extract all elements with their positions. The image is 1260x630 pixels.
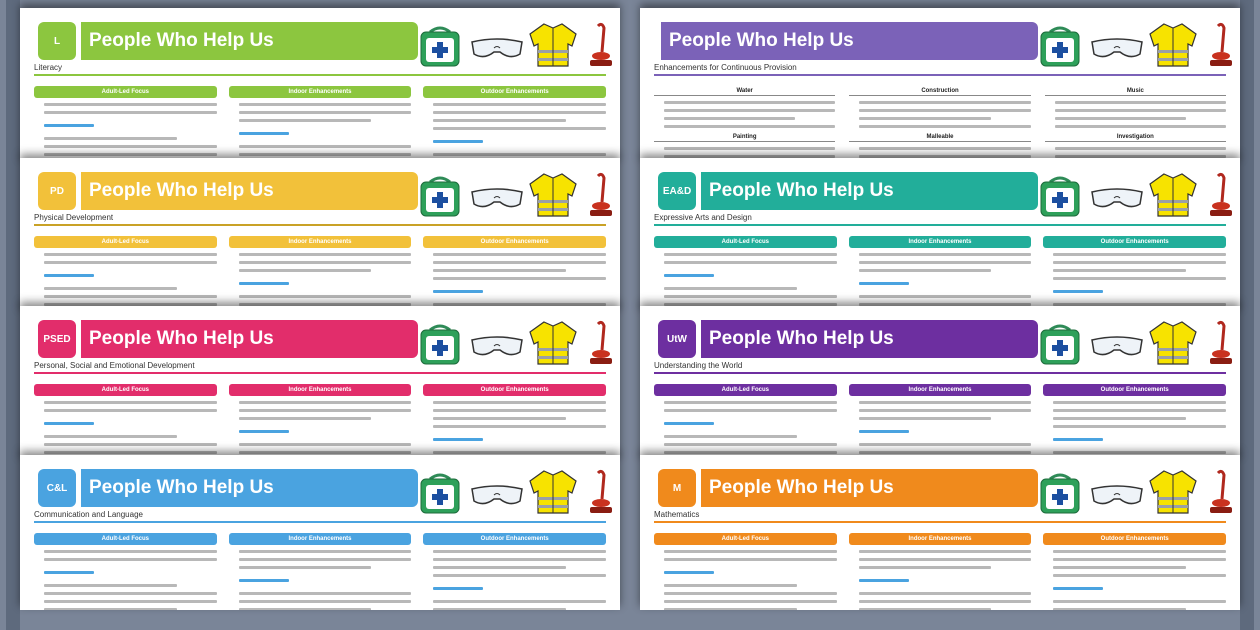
column-header: Outdoor Enhancements [423, 533, 606, 545]
text-line [433, 451, 606, 454]
text-line [859, 147, 1030, 150]
text-line [1053, 566, 1186, 569]
sheet-title: People Who Help Us [78, 172, 418, 210]
text-line [664, 109, 835, 112]
text-line [664, 147, 835, 150]
text-line [239, 153, 412, 156]
planning-sheet [640, 455, 1240, 610]
text-line [859, 401, 1032, 404]
text-line [1053, 574, 1226, 577]
enhancement-columns [34, 86, 606, 163]
column-header: Outdoor Enhancements [1043, 533, 1226, 545]
provision-area [849, 88, 1030, 128]
column-header: Adult-Led Focus [34, 86, 217, 98]
first-aid-kit-icon [1038, 24, 1082, 68]
siren-lamp-icon [1206, 172, 1236, 218]
text-line [1053, 253, 1226, 256]
text-line [859, 608, 992, 610]
sheet-title: People Who Help Us [698, 172, 1038, 210]
text-line [239, 443, 412, 446]
text-line [433, 253, 606, 256]
text-line [239, 111, 412, 114]
column-header: Adult-Led Focus [34, 533, 217, 545]
siren-lamp-icon [586, 172, 616, 218]
sheet-subtitle: Literacy [34, 63, 63, 72]
text-line [239, 103, 412, 106]
siren-lamp-icon [586, 469, 616, 515]
text-line [1053, 425, 1226, 428]
text-line [433, 417, 566, 420]
text-line [44, 451, 217, 454]
text-line [44, 443, 217, 446]
resource-link[interactable] [433, 290, 483, 293]
hi-vis-jacket-icon [528, 469, 578, 515]
column-1 [229, 236, 412, 313]
sheet-rule [654, 224, 1226, 226]
resource-link[interactable] [859, 430, 909, 433]
text-line [44, 608, 177, 610]
safety-goggles-icon [1090, 186, 1144, 212]
text-line [664, 550, 837, 553]
text-line [44, 409, 217, 412]
header-icons [1038, 168, 1238, 218]
column-1 [229, 86, 412, 163]
resource-link[interactable] [239, 579, 289, 582]
siren-lamp-icon [1206, 469, 1236, 515]
column-header: Indoor Enhancements [849, 533, 1032, 545]
text-line [664, 435, 797, 438]
text-line [1053, 269, 1186, 272]
text-line [433, 550, 606, 553]
text-line [239, 550, 412, 553]
text-line [1053, 417, 1186, 420]
text-line [1053, 401, 1226, 404]
hi-vis-jacket-icon [1148, 320, 1198, 366]
text-line [1055, 117, 1186, 120]
column-0 [34, 86, 217, 163]
text-line [44, 592, 217, 595]
column-header: Outdoor Enhancements [423, 86, 606, 98]
resource-link[interactable] [433, 438, 483, 441]
text-line [664, 608, 797, 610]
first-aid-kit-icon [418, 24, 462, 68]
text-line [1053, 261, 1226, 264]
text-line [433, 566, 566, 569]
resource-link[interactable] [664, 274, 714, 277]
column-header: Adult-Led Focus [654, 236, 837, 248]
subject-badge: C&L [38, 469, 76, 507]
text-line [664, 600, 837, 603]
header-icons [418, 465, 618, 515]
text-line [433, 401, 606, 404]
text-line [433, 119, 566, 122]
text-line [44, 401, 217, 404]
planning-sheet [640, 158, 1240, 313]
resource-link[interactable] [664, 571, 714, 574]
text-line [859, 295, 1032, 298]
text-line [859, 109, 1030, 112]
enhancement-columns [34, 384, 606, 461]
provision-header: Music [1045, 88, 1226, 96]
sheet-title: People Who Help Us [78, 469, 418, 507]
header-icons [1038, 18, 1238, 68]
header-icons [418, 316, 618, 366]
resource-link[interactable] [1053, 438, 1103, 441]
text-line [239, 401, 412, 404]
text-line [44, 558, 217, 561]
column-0 [654, 236, 837, 313]
text-line [239, 451, 412, 454]
column-header: Indoor Enhancements [229, 384, 412, 396]
resource-link[interactable] [664, 422, 714, 425]
provision-header: Water [654, 88, 835, 96]
text-line [433, 608, 566, 610]
sheet-subtitle: Understanding the World [654, 361, 743, 370]
sheet-title: People Who Help Us [698, 469, 1038, 507]
text-line [1053, 277, 1226, 280]
text-line [433, 127, 606, 130]
text-line [859, 417, 992, 420]
text-line [1053, 451, 1226, 454]
text-line [664, 558, 837, 561]
left-sheet-stack [20, 0, 620, 630]
column-1 [849, 533, 1032, 610]
subject-badge: M [658, 469, 696, 507]
text-line [44, 550, 217, 553]
text-line [433, 269, 566, 272]
column-0 [34, 533, 217, 610]
safety-goggles-icon [470, 483, 524, 509]
resource-link[interactable] [433, 587, 483, 590]
column-header: Outdoor Enhancements [423, 384, 606, 396]
enhancement-columns [34, 236, 606, 313]
text-line [433, 261, 606, 264]
text-line [859, 253, 1032, 256]
subject-badge: EA&D [658, 172, 696, 210]
text-line [239, 592, 412, 595]
provision-header: Painting [654, 134, 835, 142]
hi-vis-jacket-icon [1148, 172, 1198, 218]
sheet-title: People Who Help Us [78, 320, 418, 358]
siren-lamp-icon [586, 320, 616, 366]
sheet-subtitle: Mathematics [654, 510, 700, 519]
text-line [859, 261, 1032, 264]
first-aid-kit-icon [1038, 174, 1082, 218]
text-line [859, 451, 1032, 454]
column-header: Indoor Enhancements [849, 236, 1032, 248]
column-header: Adult-Led Focus [34, 384, 217, 396]
text-line [239, 145, 412, 148]
planning-sheet [20, 8, 620, 163]
subject-badge: UtW [658, 320, 696, 358]
text-line [859, 558, 1032, 561]
safety-goggles-icon [470, 334, 524, 360]
sheet-subtitle: Physical Development [34, 213, 114, 222]
text-line [239, 261, 412, 264]
text-line [433, 558, 606, 561]
hi-vis-jacket-icon [528, 320, 578, 366]
provision-header: Construction [849, 88, 1030, 96]
provision-header: Malleable [849, 134, 1030, 142]
text-line [44, 103, 217, 106]
text-line [239, 119, 372, 122]
text-line [44, 295, 217, 298]
planning-sheet [20, 306, 620, 461]
text-line [859, 125, 1030, 128]
column-0 [654, 533, 837, 610]
text-line [1053, 558, 1226, 561]
sheet-rule [654, 74, 1226, 76]
header-icons [1038, 465, 1238, 515]
planning-sheet [640, 8, 1240, 163]
resource-link[interactable] [44, 422, 94, 425]
text-line [239, 600, 412, 603]
sheet-rule [34, 224, 606, 226]
provision-area [654, 88, 835, 128]
text-line [433, 153, 606, 156]
text-line [664, 261, 837, 264]
text-line [664, 401, 837, 404]
text-line [44, 584, 177, 587]
text-line [44, 261, 217, 264]
column-2 [423, 384, 606, 461]
text-line [859, 600, 1032, 603]
text-line [859, 443, 1032, 446]
text-line [433, 600, 606, 603]
text-line [44, 253, 217, 256]
enhancement-columns [654, 236, 1226, 313]
column-header: Outdoor Enhancements [1043, 384, 1226, 396]
first-aid-kit-icon [1038, 471, 1082, 515]
header-icons [1038, 316, 1238, 366]
safety-goggles-icon [470, 186, 524, 212]
text-line [1053, 608, 1186, 610]
text-line [859, 409, 1032, 412]
text-line [239, 608, 372, 610]
text-line [859, 269, 992, 272]
text-line [664, 101, 835, 104]
sheet-rule [654, 521, 1226, 523]
resource-link[interactable] [239, 132, 289, 135]
column-2 [1043, 533, 1226, 610]
text-line [664, 125, 835, 128]
siren-lamp-icon [1206, 22, 1236, 68]
right-sheet-stack [640, 0, 1240, 630]
provision-area [1045, 88, 1226, 128]
text-line [239, 417, 372, 420]
sheet-title: People Who Help Us [78, 22, 418, 60]
text-line [664, 253, 837, 256]
text-line [239, 269, 372, 272]
resource-link[interactable] [239, 430, 289, 433]
column-1 [849, 384, 1032, 461]
column-header: Outdoor Enhancements [1043, 236, 1226, 248]
provision-header: Investigation [1045, 134, 1226, 142]
column-2 [423, 533, 606, 610]
header-icons [418, 18, 618, 68]
sheet-subtitle: Personal, Social and Emotional Development [34, 361, 195, 370]
text-line [433, 425, 606, 428]
text-line [44, 153, 217, 156]
subject-badge: L [38, 22, 76, 60]
text-line [664, 409, 837, 412]
enhancement-columns [654, 384, 1226, 461]
resource-link[interactable] [239, 282, 289, 285]
column-header: Indoor Enhancements [229, 236, 412, 248]
sheet-subtitle: Enhancements for Continuous Provision [654, 63, 797, 72]
sheet-rule [34, 372, 606, 374]
text-line [664, 584, 797, 587]
resource-link[interactable] [44, 571, 94, 574]
column-header: Adult-Led Focus [654, 533, 837, 545]
hi-vis-jacket-icon [1148, 469, 1198, 515]
column-0 [34, 384, 217, 461]
text-line [433, 574, 606, 577]
column-header: Adult-Led Focus [34, 236, 217, 248]
text-line [1055, 101, 1226, 104]
subject-badge: PD [38, 172, 76, 210]
subject-badge: PSED [38, 320, 76, 358]
planning-sheet [20, 158, 620, 313]
column-header: Indoor Enhancements [229, 86, 412, 98]
column-1 [849, 236, 1032, 313]
text-line [433, 277, 606, 280]
text-line [664, 443, 837, 446]
safety-goggles-icon [470, 36, 524, 62]
first-aid-kit-icon [418, 174, 462, 218]
text-line [859, 117, 990, 120]
text-line [664, 117, 795, 120]
text-line [433, 103, 606, 106]
text-line [239, 558, 412, 561]
text-line [664, 295, 837, 298]
text-line [239, 409, 412, 412]
safety-goggles-icon [1090, 483, 1144, 509]
column-2 [1043, 236, 1226, 313]
enhancement-columns [34, 533, 606, 610]
text-line [1055, 125, 1226, 128]
planning-sheet [20, 455, 620, 610]
column-header: Adult-Led Focus [654, 384, 837, 396]
text-line [433, 111, 606, 114]
text-line [859, 566, 992, 569]
first-aid-kit-icon [1038, 322, 1082, 366]
column-header: Indoor Enhancements [229, 533, 412, 545]
text-line [44, 137, 177, 140]
resource-link[interactable] [44, 124, 94, 127]
resource-link[interactable] [44, 274, 94, 277]
safety-goggles-icon [1090, 36, 1144, 62]
text-line [1055, 147, 1226, 150]
text-line [1055, 109, 1226, 112]
column-0 [654, 384, 837, 461]
text-line [859, 101, 1030, 104]
header-icons [418, 168, 618, 218]
text-line [664, 287, 797, 290]
text-line [1053, 550, 1226, 553]
text-line [1053, 409, 1226, 412]
text-line [859, 592, 1032, 595]
text-line [44, 145, 217, 148]
text-line [664, 451, 837, 454]
sheet-rule [34, 521, 606, 523]
first-aid-kit-icon [418, 471, 462, 515]
hi-vis-jacket-icon [528, 172, 578, 218]
column-1 [229, 384, 412, 461]
hi-vis-jacket-icon [528, 22, 578, 68]
column-header: Indoor Enhancements [849, 384, 1032, 396]
enhancement-columns [654, 533, 1226, 610]
column-0 [34, 236, 217, 313]
sheet-title: People Who Help Us [658, 22, 1038, 60]
continuous-provision-grid [654, 88, 1226, 163]
text-line [239, 295, 412, 298]
column-2 [423, 86, 606, 163]
text-line [664, 592, 837, 595]
text-line [44, 287, 177, 290]
resource-link[interactable] [433, 140, 483, 143]
hi-vis-jacket-icon [1148, 22, 1198, 68]
sheet-subtitle: Expressive Arts and Design [654, 213, 752, 222]
resource-link[interactable] [1053, 290, 1103, 293]
resource-link[interactable] [1053, 587, 1103, 590]
safety-goggles-icon [1090, 334, 1144, 360]
column-header: Outdoor Enhancements [423, 236, 606, 248]
text-line [1053, 600, 1226, 603]
sheet-subtitle: Communication and Language [34, 510, 143, 519]
column-1 [229, 533, 412, 610]
planning-sheet [640, 306, 1240, 461]
sheet-rule [654, 372, 1226, 374]
text-line [433, 409, 606, 412]
siren-lamp-icon [586, 22, 616, 68]
text-line [44, 111, 217, 114]
resource-link[interactable] [859, 282, 909, 285]
sheet-rule [34, 74, 606, 76]
first-aid-kit-icon [418, 322, 462, 366]
sheet-title: People Who Help Us [698, 320, 1038, 358]
text-line [44, 435, 177, 438]
text-line [44, 600, 217, 603]
column-2 [1043, 384, 1226, 461]
column-2 [423, 236, 606, 313]
text-line [239, 253, 412, 256]
siren-lamp-icon [1206, 320, 1236, 366]
text-line [239, 566, 372, 569]
resource-link[interactable] [859, 579, 909, 582]
text-line [859, 550, 1032, 553]
